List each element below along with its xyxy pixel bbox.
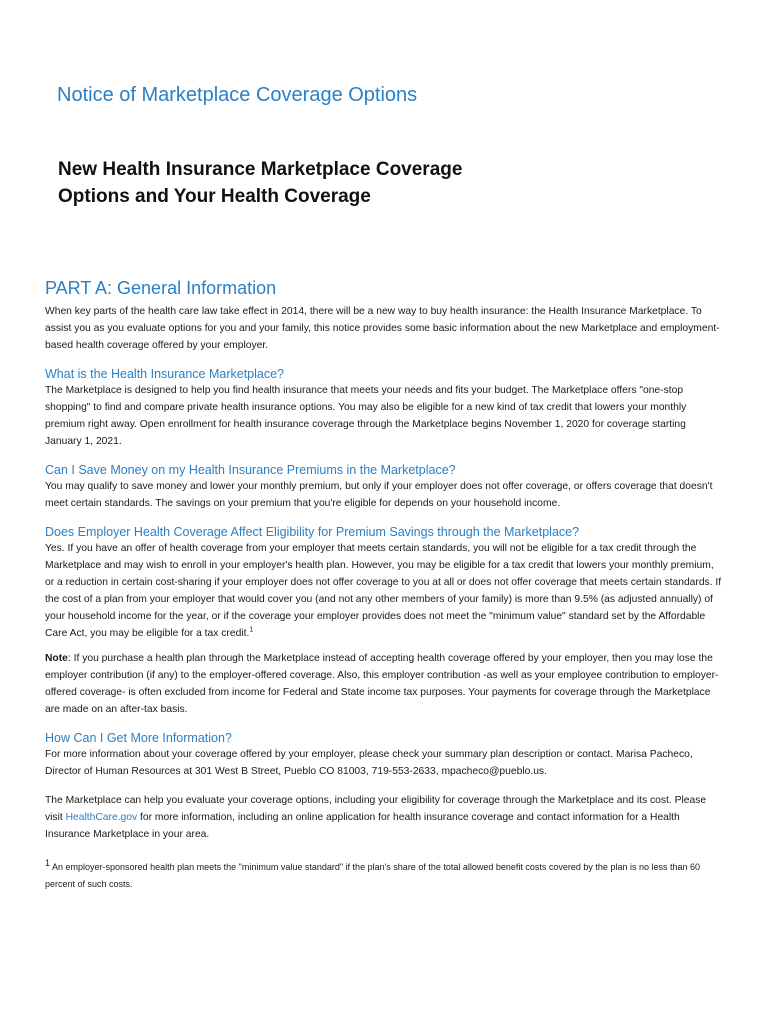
part-a-intro: When key parts of the health care law take effect in 2014, there will be a new way to buy health insurance: the Health Insurance Marketplace. To assist you as you evaluate options for you and your family, this notice provides some basic information about the new Marketplace and employment-based health coverage offered by your employer.	[45, 306, 720, 351]
section-heading-more-info: How Can I Get More Information?	[45, 731, 232, 745]
section-heading-employer-coverage: Does Employer Health Coverage Affect Eligibility for Premium Savings through the Marketplace?	[45, 525, 580, 539]
more-info-text-before: The Marketplace can help you evaluate your coverage options, including your eligibility for coverage through the Marketplace and its cost. Please visit	[45, 795, 707, 823]
section-body-save-money: You may qualify to save money and lower your monthly premium, but only if your employer does not offer coverage, or offers coverage that doesn't meet certain standards. The savings on your premium that you're eligible for depends on your household income.	[45, 481, 713, 509]
note-paragraph	[45, 650, 725, 718]
footnote-reference: 1	[249, 626, 254, 634]
footnote-text: An employer-sponsored health plan meets the "minimum value standard" if the plan's share of the total allowed benefit costs covered by the plan is no less than 60 percent of such costs.	[45, 862, 700, 889]
main-title-line-1: New Health Insurance Marketplace Coverage	[58, 159, 463, 180]
footnote	[45, 855, 725, 893]
more-info-text-after: for more information, including an online application for health insurance coverage and contact information for a Health Insurance Marketplace in your area.	[45, 812, 680, 840]
document-body	[45, 303, 725, 893]
section-heading-marketplace: What is the Health Insurance Marketplace?	[45, 367, 285, 381]
part-a-heading: PART A: General Information	[45, 278, 277, 298]
section-body-marketplace: The Marketplace is designed to help you find health insurance that meets your needs and fits your budget. The Marketplace offers "one-stop shopping" to find and compare private health insurance options. You may also be eligible for a new kind of tax credit that lowers your monthly premium right away. Open enrollment for health insurance coverage through the Marketplace begins November 1, 2020 for coverage starting January 1, 2021.	[45, 385, 687, 447]
footnote-mark: 1	[45, 858, 51, 868]
section-heading-save-money: Can I Save Money on my Health Insurance Premiums in the Marketplace?	[45, 463, 456, 477]
note-label: Note	[45, 653, 68, 664]
employer-coverage-text: Yes. If you have an offer of health coverage from your employer that meets certain standards, you will not be eligible for a tax credit through the Marketplace and may wish to enroll in your employer's health plan. However, you may be eligible for a tax credit that lowers your monthly premium, or a reduction in certain cost-sharing if your employer does not offer coverage to you at all or does not offer coverage that meets certain standards. If the cost of a plan from your employer that would cover you (and not any other members of your family) is more than 9.5% (as adjusted annually) of your household income for the year, or if the coverage your employer provides does not meet the "minimum value" standard set by the Affordable Care Act, you may be eligible for a tax credit.	[45, 543, 722, 639]
healthcare-gov-link[interactable]: HealthCare.gov	[65, 812, 138, 823]
note-body: : If you purchase a health plan through the Marketplace instead of accepting health coverage offered by your employer, then you may lose the employer contribution (if any) to the employer-offered coverage. Also, this employer contribution -as well as your employee contribution to employer-offered coverage- is often excluded from income for Federal and State income tax purposes. Your payments for coverage through the Marketplace are made on an after-tax basis.	[45, 653, 719, 715]
section-body-employer-coverage	[45, 540, 725, 642]
section-body-more-info-2	[45, 792, 725, 843]
main-title	[58, 156, 578, 210]
main-title-line-2: Options and Your Health Coverage	[58, 186, 371, 207]
notice-title: Notice of Marketplace Coverage Options	[57, 84, 418, 106]
section-body-more-info: For more information about your coverage offered by your employer, please check your summary plan description or contact. Marisa Pacheco, Director of Human Resources at 301 West B Street, Pueblo CO 81003, 719-553-2633, mpacheco@pueblo.us.	[45, 749, 693, 777]
